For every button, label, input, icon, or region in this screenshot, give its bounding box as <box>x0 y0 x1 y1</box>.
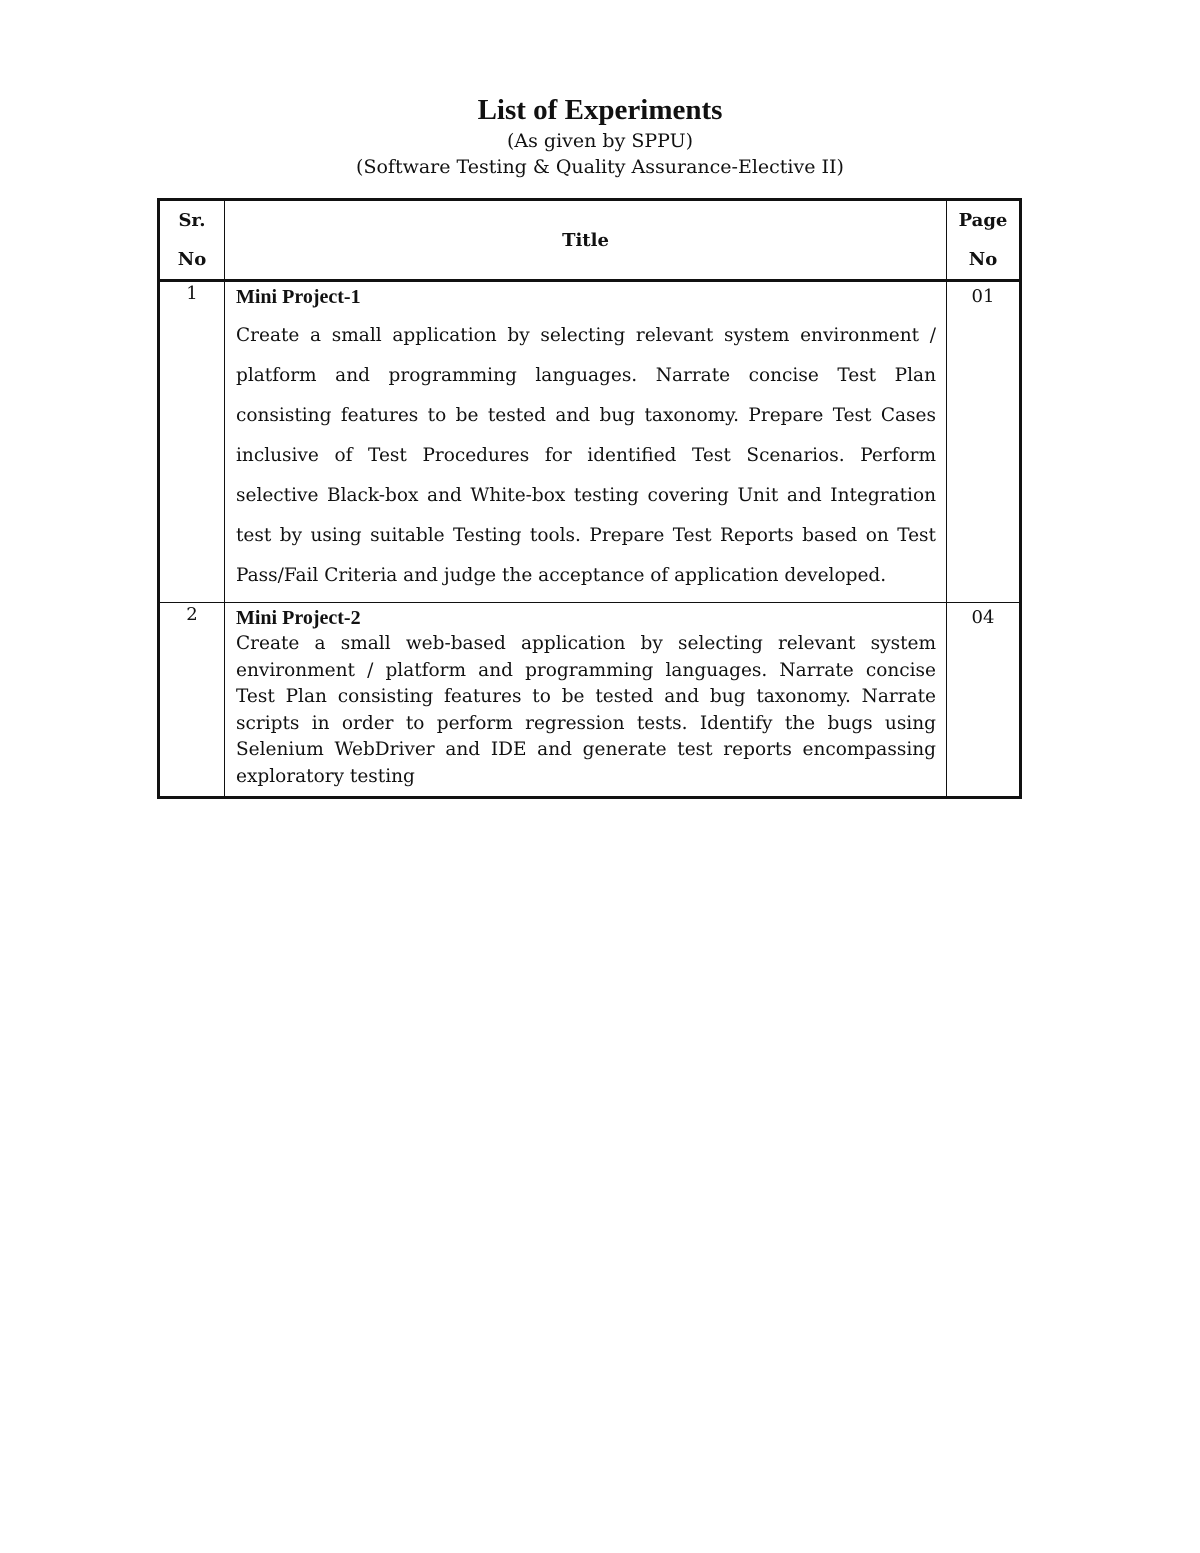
header-sr-label: Sr. <box>178 210 206 231</box>
table-row <box>159 281 1021 603</box>
document-header <box>0 92 1200 180</box>
title-cell <box>225 281 947 603</box>
table-header-row <box>159 200 1021 281</box>
sr-no-cell: 1 <box>159 281 225 603</box>
page-no-cell: 04 <box>947 603 1021 798</box>
project-description: Create a small application by selecting relevant system environment / platform and programming languages. Narrate concise Test Plan consisting features to be tested and bug taxonomy. Prepare Test Cases inclusive of Test Procedures for identified Test Scenarios. Perform selective Black-box and White-box testing covering Unit and Integration test by using suitable Testing tools. Prepare Test Reports based on Test Pass/Fail Criteria and judge the acceptance of application developed. <box>236 325 936 586</box>
header-sr-no <box>159 200 225 281</box>
header-page-no-label: No <box>968 249 998 270</box>
document-title: List of Experiments <box>477 94 723 126</box>
sr-no-cell: 2 <box>159 603 225 798</box>
table-row <box>159 603 1021 798</box>
project-description: Create a small web-based application by selecting relevant system environment / platform and programming languages. Narrate concise Test Plan consisting features to be tested and bug taxonomy. Narrate scripts in order to perform regression tests. Identify the bugs using Selenium WebDriver and IDE and generate test reports encompassing exploratory testing <box>236 633 936 787</box>
header-title: Title <box>225 200 947 281</box>
project-name: Mini Project-2 <box>236 607 361 629</box>
page-no-cell: 01 <box>947 281 1021 603</box>
header-no-label: No <box>177 249 207 270</box>
title-cell <box>225 603 947 798</box>
project-name: Mini Project-1 <box>236 286 361 308</box>
experiments-table <box>157 198 1022 799</box>
document-subtitle-course: (Software Testing & Quality Assurance-Elective II) <box>356 156 844 178</box>
header-page-label: Page <box>958 210 1008 231</box>
document-subtitle-source: (As given by SPPU) <box>506 130 694 152</box>
header-page-no <box>947 200 1021 281</box>
